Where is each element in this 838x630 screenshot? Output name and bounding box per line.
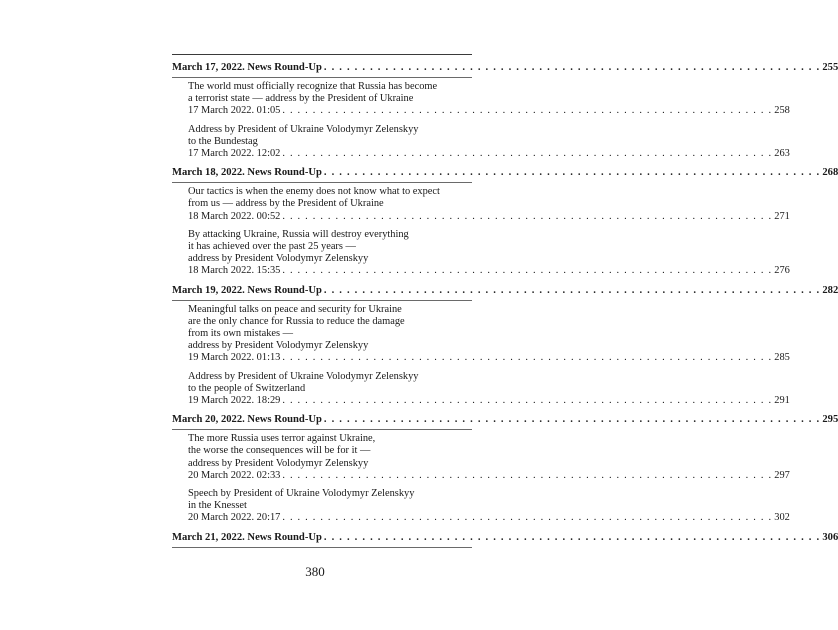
entry-date-row — [188, 352, 790, 364]
entry-title-line: Address by President of Ukraine Volodymyr Zelenskyy — [188, 370, 419, 382]
section-divider — [172, 547, 472, 548]
entry-title-line: it has achieved over the past 25 years — — [188, 241, 356, 253]
section-page-number: 282 — [822, 284, 838, 296]
entry-title-line: in the Knesset — [188, 500, 247, 512]
toc-section-heading[interactable] — [172, 61, 838, 74]
entry-page-number: 291 — [774, 395, 790, 407]
dot-leader: . . . . . . . . . . . . . . . . . . . . . . . . . . . . . . . . . . . . . . . . . . . . . . . . . . . . . . . . . . . . . . . . . — [282, 469, 773, 481]
section-page-number: 295 — [822, 414, 838, 426]
section-title: March 19, 2022. News Round-Up — [172, 284, 322, 296]
dot-leader: . . . . . . . . . . . . . . . . . . . . . . . . . . . . . . . . . . . . . . . . . . . . . . . . . . . . . . . . . . . . . . . . . — [282, 210, 773, 222]
section-divider — [172, 429, 472, 430]
section-page-number: 268 — [822, 167, 838, 179]
entry-title-line: are the only chance for Russia to reduce the damage — [188, 315, 405, 327]
toc-entry[interactable] — [172, 81, 790, 118]
toc-entry[interactable] — [172, 370, 790, 408]
dot-leader: . . . . . . . . . . . . . . . . . . . . . . . . . . . . . . . . . . . . . . . . . . . . . . . . . . . . . . . . . . . . . . . . . — [282, 265, 773, 277]
entry-date: 18 March 2022. 00:52 — [188, 210, 281, 222]
toc-entry[interactable] — [172, 186, 790, 223]
entry-date: 19 March 2022. 01:13 — [188, 352, 281, 364]
dot-leader: . . . . . . . . . . . . . . . . . . . . . . . . . . . . . . . . . . . . . . . . . . . . . . . . . . . . . . . . . . . . . . . . . — [282, 395, 773, 407]
dot-leader: . . . . . . . . . . . . . . . . . . . . . . . . . . . . . . . . . . . . . . . . . . . . . . . . . . . . . . . . . . . . . . . . . — [323, 284, 821, 296]
dot-leader: . . . . . . . . . . . . . . . . . . . . . . . . . . . . . . . . . . . . . . . . . . . . . . . . . . . . . . . . . . . . . . . . . — [323, 531, 821, 543]
entry-title-line: from its own mistakes — — [188, 328, 294, 340]
section-title: March 17, 2022. News Round-Up — [172, 62, 322, 73]
entry-date-row — [188, 265, 790, 277]
entry-title-line: The world must officially recognize that Russia has become — [188, 81, 438, 92]
entry-title-line: from us — address by the President of Ukraine — [188, 198, 384, 210]
entry-page-number: 297 — [774, 469, 790, 481]
entry-date: 17 March 2022. 12:02 — [188, 148, 281, 160]
entry-page-number: 271 — [774, 210, 790, 222]
entry-title-line: Our tactics is when the enemy does not know what to expect — [188, 186, 440, 198]
entry-page-number: 285 — [774, 352, 790, 364]
entry-date-row — [188, 395, 790, 407]
toc-section-heading[interactable] — [172, 166, 838, 179]
entry-page-number: 276 — [774, 265, 790, 277]
section-divider — [172, 300, 472, 301]
toc-page — [172, 54, 838, 551]
toc-entry[interactable] — [172, 228, 790, 278]
toc-section-heading[interactable] — [172, 413, 838, 426]
entry-page-number: 258 — [774, 105, 790, 117]
entry-title-line: a terrorist state — address by the President of Ukraine — [188, 93, 414, 105]
entry-date: 20 March 2022. 20:17 — [188, 512, 281, 524]
entry-date-row — [188, 148, 790, 160]
section-title: March 18, 2022. News Round-Up — [172, 167, 322, 179]
top-rule — [172, 54, 472, 55]
toc-entry[interactable] — [172, 123, 790, 161]
dot-leader: . . . . . . . . . . . . . . . . . . . . . . . . . . . . . . . . . . . . . . . . . . . . . . . . . . . . . . . . . . . . . . . . . — [323, 62, 821, 73]
entry-title-line: the worse the consequences will be for it — — [188, 445, 371, 457]
toc-section-heading[interactable] — [172, 531, 838, 544]
table-of-contents — [172, 61, 838, 548]
entry-title-line: to the Bundestag — [188, 135, 258, 147]
page-number: 380 — [305, 564, 325, 579]
entry-page-number: 302 — [774, 512, 790, 524]
section-title: March 20, 2022. News Round-Up — [172, 414, 322, 426]
entry-title-line: address by President Volodymyr Zelenskyy — [188, 340, 369, 352]
entry-date: 17 March 2022. 01:05 — [188, 105, 281, 117]
entry-title-line: Meaningful talks on peace and security for Ukraine — [188, 303, 402, 315]
entry-title-line: address by President Volodymyr Zelenskyy — [188, 253, 369, 265]
entry-date: 19 March 2022. 18:29 — [188, 395, 281, 407]
entry-title-line: Address by President of Ukraine Volodymyr Zelenskyy — [188, 123, 419, 135]
section-divider — [172, 182, 472, 183]
section-page-number: 255 — [822, 62, 838, 73]
entry-title-line: address by President Volodymyr Zelenskyy — [188, 457, 369, 469]
dot-leader: . . . . . . . . . . . . . . . . . . . . . . . . . . . . . . . . . . . . . . . . . . . . . . . . . . . . . . . . . . . . . . . . . — [323, 167, 821, 179]
section-page-number: 306 — [822, 531, 838, 543]
entry-title-line: The more Russia uses terror against Ukraine, — [188, 433, 376, 445]
dot-leader: . . . . . . . . . . . . . . . . . . . . . . . . . . . . . . . . . . . . . . . . . . . . . . . . . . . . . . . . . . . . . . . . . — [282, 105, 773, 117]
toc-entry[interactable] — [172, 488, 790, 525]
entry-date-row — [188, 512, 790, 524]
dot-leader: . . . . . . . . . . . . . . . . . . . . . . . . . . . . . . . . . . . . . . . . . . . . . . . . . . . . . . . . . . . . . . . . . — [282, 148, 773, 160]
dot-leader: . . . . . . . . . . . . . . . . . . . . . . . . . . . . . . . . . . . . . . . . . . . . . . . . . . . . . . . . . . . . . . . . . — [282, 512, 773, 524]
entry-date: 18 March 2022. 15:35 — [188, 265, 281, 277]
dot-leader: . . . . . . . . . . . . . . . . . . . . . . . . . . . . . . . . . . . . . . . . . . . . . . . . . . . . . . . . . . . . . . . . . — [323, 414, 821, 426]
section-title: March 21, 2022. News Round-Up — [172, 531, 322, 543]
entry-page-number: 263 — [774, 148, 790, 160]
dot-leader: . . . . . . . . . . . . . . . . . . . . . . . . . . . . . . . . . . . . . . . . . . . . . . . . . . . . . . . . . . . . . . . . . — [282, 352, 773, 364]
entry-date-row — [188, 210, 790, 223]
toc-entry[interactable] — [172, 303, 790, 365]
entry-title-line: Speech by President of Ukraine Volodymyr Zelenskyy — [188, 488, 415, 500]
toc-entry[interactable] — [172, 433, 790, 482]
toc-section-heading[interactable] — [172, 284, 838, 297]
section-divider — [172, 77, 472, 78]
entry-title-line: By attacking Ukraine, Russia will destroy everything — [188, 228, 409, 240]
entry-date-row — [188, 105, 790, 117]
entry-date: 20 March 2022. 02:33 — [188, 469, 281, 481]
entry-date-row — [188, 469, 790, 482]
entry-title-line: to the people of Switzerland — [188, 382, 306, 394]
